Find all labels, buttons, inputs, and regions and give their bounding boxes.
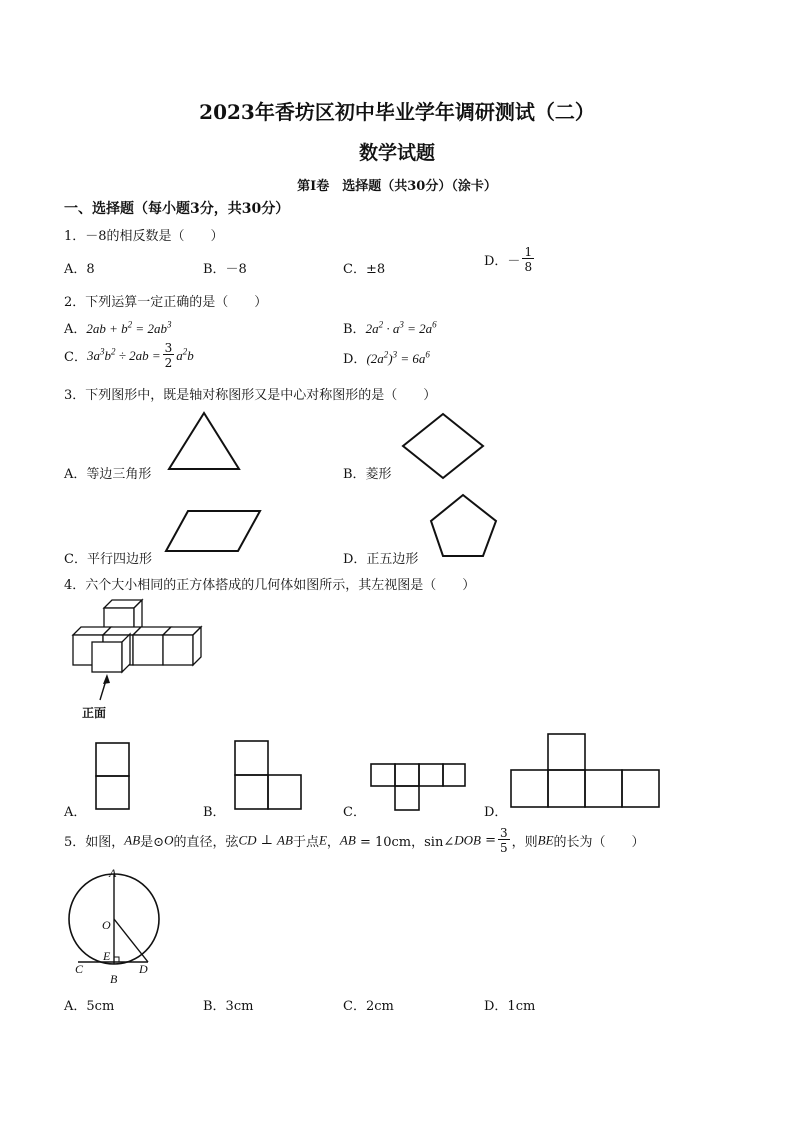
front-view-label: 正面 [82, 706, 107, 720]
q5-option-d: D．1cm [484, 999, 536, 1014]
q1-d-denominator: 8 [524, 260, 533, 274]
q3-option-a: A．等边三角形 [64, 467, 152, 482]
q1-option-c: C．±8 [343, 262, 386, 277]
point-o-label: O [102, 918, 111, 932]
q4-option-c: C． [343, 805, 366, 820]
q1-option-a: A．8 [64, 262, 95, 277]
q4-option-d: D． [484, 805, 508, 820]
q4-stem: 4．六个大小相同的正方体搭成的几何体如图所示，其左视图是（ ） [64, 578, 476, 593]
point-e-label: E [103, 949, 111, 963]
q2-option-c: C．$3a^3b^2 \div 2ab$ = $\frac{3}{2}$ $a^2b$ [64, 341, 194, 370]
q4-option-a: A． [64, 805, 87, 820]
q2-d-expr: $(2a^2)^3 = 6a^6$ [366, 349, 430, 366]
q4-option-b: B． [203, 805, 226, 820]
q5-option-c: C．2cm [343, 999, 394, 1014]
q1-d-numerator: 1 [524, 245, 533, 259]
point-b-label: B [110, 972, 118, 986]
q2-stem: 2．下列运算一定正确的是（ ） [64, 295, 268, 310]
q1-stem: 1．－8的相反数是（ ） [64, 229, 224, 244]
point-a-label: A [109, 866, 117, 880]
q1-option-d-prefix: D．－ [484, 254, 521, 269]
part-heading: 第Ⅰ卷 选择题（共30分）（涂卡） [297, 179, 497, 194]
q2-a-label: A． [64, 322, 87, 337]
q5-stem: 5．如图，AB是⊙O的直径，弦CD ⊥ AB于点E，AB = 10cm，sin∠DOB = $\frac{3}{5}$ ，则BE的长为（ ） [64, 826, 645, 855]
q2-c-expr: $3a^3b^2 \div 2ab$ = [86, 346, 161, 364]
section-heading: 一、选择题（每小题3分，共30分） [64, 201, 290, 217]
q2-b-expr: $2a^2 \cdot a^3 = 2a^6$ [365, 319, 437, 336]
q2-a-expr: $2ab + b^2 = 2ab^3$ [86, 319, 172, 336]
q5-option-a: A．5cm [64, 999, 115, 1014]
exam-subtitle: 数学试题 [358, 142, 435, 164]
q1-option-b: B．－8 [203, 262, 247, 277]
q2-b-label: B． [343, 322, 366, 337]
q3-option-b: B．菱形 [343, 467, 392, 482]
q5-stem-prefix: 5．如图， [64, 835, 125, 850]
q2-d-label: D． [343, 352, 367, 367]
q5-option-b: B．3cm [203, 999, 254, 1014]
point-c-label: C [75, 962, 84, 976]
q2-c-label: C． [64, 350, 87, 365]
q3-stem: 3．下列图形中，既是轴对称图形又是中心对称图形的是（ ） [64, 388, 437, 403]
q3-option-c: C．平行四边形 [64, 552, 152, 567]
point-d-label: D [139, 962, 148, 976]
exam-title: 2023年香坊区初中毕业学年调研测试（二） [199, 100, 595, 124]
q3-option-d: D．正五边形 [343, 552, 419, 567]
